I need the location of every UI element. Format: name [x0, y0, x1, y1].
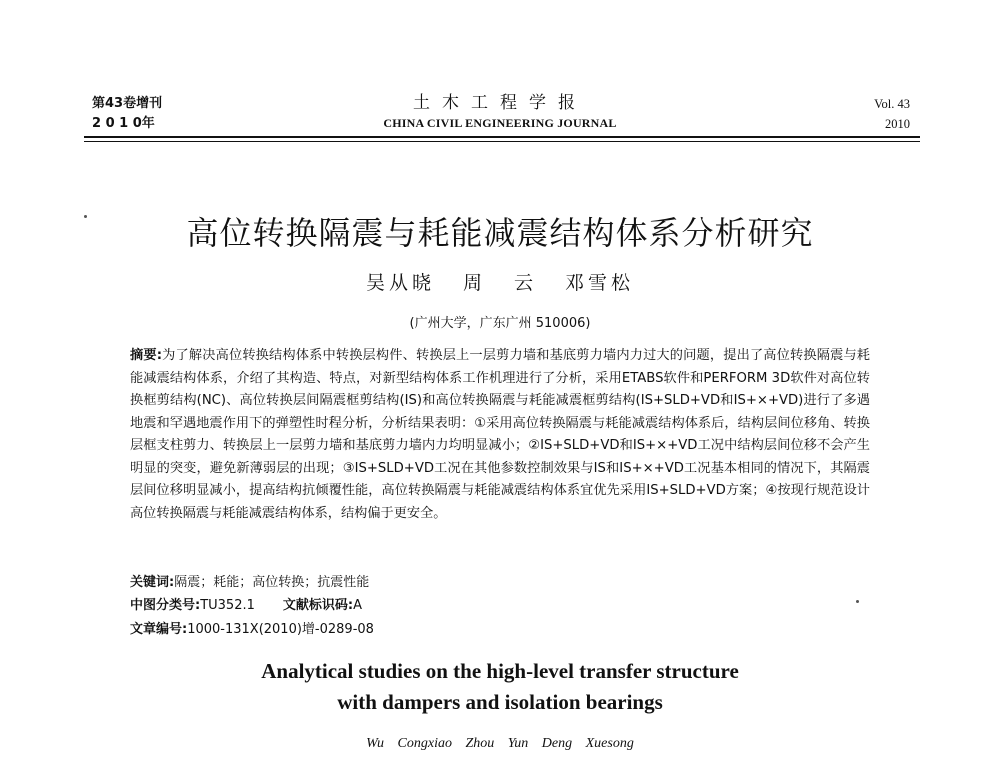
abstract-text: 为了解决高位转换结构体系中转换层构件、转换层上一层剪力墙和基底剪力墙内力过大的问题，提出了高位转换隔震与耗能减震结构体系，介绍了其构造、特点，对新型结构体系工作机理进行了分析，采用ETABS软件和PERFORM 3D软件对高位转换框剪结构(NC)、高位转换层间隔震框剪结构(IS)和高位转换隔震与耗能减震框剪结构(IS+SLD+VD和IS+×+VD)进行了多遇地震和罕遇地震作用下的弹塑性时程分析，分析结果表明：①采用高位转换隔震与耗能减震结构体系后，结构层间位移角、转换层框支柱剪力、转换层上一层剪力墙和基底剪力墙内力均明显减小；②IS+SLD+VD和IS+×+VD工况中结构层间位移不会产生明显的突变，避免新薄弱层的出现；③IS+SLD+VD工况在其他参数控制效果与IS和IS+×+VD工况基本相同的情况下，其隔震层间位移明显减小，提高结构抗倾覆性能，高位转换隔震与耗能减震结构体系宜优先采用IS+SLD+VD方案；④按现行规范设计高位转换隔震与耗能减震结构体系，结构偏于更安全。	[130, 348, 870, 521]
volume-number: Vol. 43	[874, 97, 910, 111]
keywords	[130, 573, 369, 593]
journal-volume	[874, 94, 910, 134]
classification	[130, 596, 362, 616]
volume-year: 2010	[885, 117, 910, 131]
english-title-line2: with dampers and isolation bearings	[337, 690, 663, 714]
author-affiliation: (广州大学，广东广州 510006)	[409, 316, 591, 331]
english-title	[0, 656, 1000, 718]
clc-value: TU352.1	[200, 598, 255, 613]
article-title: 高位转换隔震与耗能减震结构体系分析研究	[186, 214, 814, 252]
article-number-label: 文章编号:	[130, 622, 188, 637]
article-authors: 吴从晓 周 云 邓雪松	[365, 272, 635, 294]
keywords-value: 隔震；耗能；高位转换；抗震性能	[174, 575, 370, 590]
english-authors: Wu Congxiao Zhou Yun Deng Xuesong	[366, 736, 634, 751]
doc-code-label: 文献标识码:	[282, 598, 354, 613]
header-rule-thick	[84, 136, 920, 138]
journal-name-cn: 土木工程学报	[413, 93, 587, 113]
journal-name	[330, 92, 670, 132]
journal-issue	[92, 94, 162, 134]
doc-code-value: A	[353, 598, 362, 613]
english-title-line1: Analytical studies on the high-level transfer structure	[261, 659, 739, 683]
abstract-label: 摘要:	[130, 348, 162, 363]
abstract	[130, 345, 870, 525]
scan-speck	[856, 600, 859, 603]
article-number-value: 1000-131X(2010)增-0289-08	[187, 622, 374, 637]
scan-speck	[84, 215, 87, 218]
keywords-label: 关键词:	[130, 575, 175, 590]
article-number	[130, 620, 374, 640]
clc-label: 中图分类号:	[130, 598, 201, 613]
issue-volume: 第43卷增刊	[92, 96, 163, 111]
journal-name-en: CHINA CIVIL ENGINEERING JOURNAL	[383, 116, 617, 130]
issue-year: 2 0 1 0年	[92, 116, 155, 131]
header-rule-thin	[84, 141, 920, 142]
